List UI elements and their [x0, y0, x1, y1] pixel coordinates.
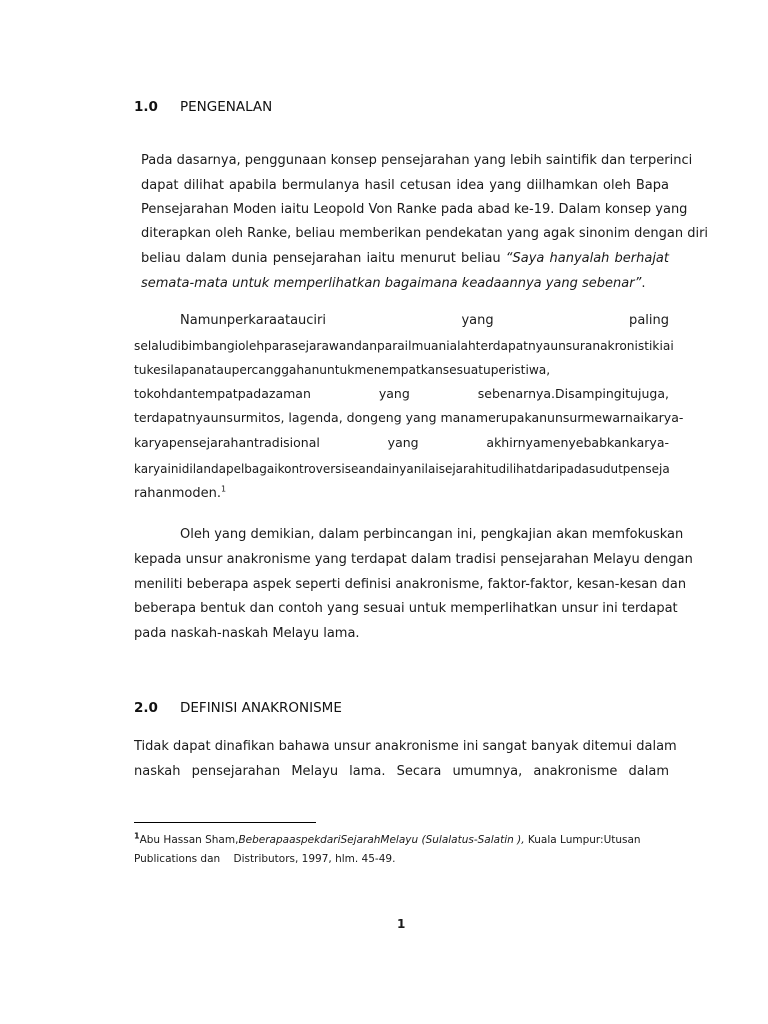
text-line: meniliti beberapa aspek seperti definisi anakronisme, faktor-faktor, kesan-kesan dan [134, 577, 687, 592]
text-line: Pensejarahan Moden iaitu Leopold Von Ranke pada abad ke-19. Dalam konsep yang [141, 202, 688, 217]
footnote-line [134, 833, 641, 847]
text-line [141, 276, 645, 292]
text-line: Oleh yang demikian, dalam perbincangan ini, pengkajian akan memfokuskan [180, 527, 684, 542]
footnote-title: BeberapaaspekdariSejarahMelayu (Sulalatus-Salatin ), [238, 834, 525, 846]
text-line: pada naskah-naskah Melayu lama. [134, 626, 360, 641]
text-line: selaludibimbangiolehparasejarawandanparailmuanialahterdapatnyaunsuranakronistikiai [134, 339, 674, 353]
text-line: tokohdantempatpadazaman yang sebenarnya.Disampingitujuga, [134, 386, 669, 401]
text-line: karyainidilandapelbagaikontroversiseandainyanilaisejarahitudilihatdaripadasudutpenseja [134, 462, 670, 476]
text-run: rahanmoden. [134, 486, 221, 501]
text-line: Namunperkaraatauciri yang paling [180, 313, 669, 328]
text-run: . [641, 276, 646, 291]
text-line: tukesilapanataupercanggahanuntukmenempatkansesuatuperistiwa, [134, 363, 551, 377]
text-line: dapat dilihat apabila bermulanya hasil cetusan idea yang diilhamkan oleh Bapa [141, 178, 669, 193]
section-number: 2.0 [134, 700, 158, 716]
text-line: kepada unsur anakronisme yang terdapat dalam tradisi pensejarahan Melayu dengan [134, 552, 693, 567]
footnote-line: Publications dan Distributors, 1997, hlm. 45-49. [134, 853, 396, 865]
text-line: karyapensejarahantradisional yang akhirnyamenyebabkankarya- [134, 435, 669, 450]
footnote-author: Abu Hassan Sham, [139, 834, 239, 846]
section-title: DEFINISI ANAKRONISME [180, 700, 342, 716]
quote-text: “Saya hanyalah berhajat [505, 251, 669, 266]
section-heading-definisi [134, 700, 342, 716]
section-title: PENGENALAN [180, 99, 273, 115]
text-line: naskah pensejarahan Melayu lama. Secara umumnya, anakronisme dalam [134, 764, 669, 779]
footnote-reference[interactable]: 1 [221, 484, 227, 494]
text-line: Tidak dapat dinafikan bahawa unsur anakronisme ini sangat banyak ditemui dalam [134, 739, 677, 754]
text-run: beliau dalam dunia pensejarahan iaitu menurut beliau [141, 251, 506, 266]
text-line [134, 486, 226, 502]
text-line: Pada dasarnya, penggunaan konsep pensejarahan yang lebih saintifik dan terperinci [141, 153, 693, 168]
section-heading-pengenalan [134, 99, 272, 115]
text-line [141, 251, 669, 267]
footnote-marker: 1 [134, 831, 140, 841]
quote-text: semata-mata untuk memperlihatkan bagaimana keadaannya yang sebenar” [141, 276, 642, 291]
section-number: 1.0 [134, 99, 158, 115]
text-line: beberapa bentuk dan contoh yang sesuai untuk memperlihatkan unsur ini terdapat [134, 601, 678, 616]
footnote-publisher: Kuala Lumpur:Utusan [524, 834, 641, 846]
page-number: 1 [397, 917, 406, 931]
footnote-separator [134, 822, 316, 823]
text-line: terdapatnyaunsurmitos, lagenda, dongeng yang manamerupakanunsurmewarnaikarya- [134, 410, 684, 425]
text-line: diterapkan oleh Ranke, beliau memberikan pendekatan yang agak sinonim dengan diri [141, 226, 709, 241]
